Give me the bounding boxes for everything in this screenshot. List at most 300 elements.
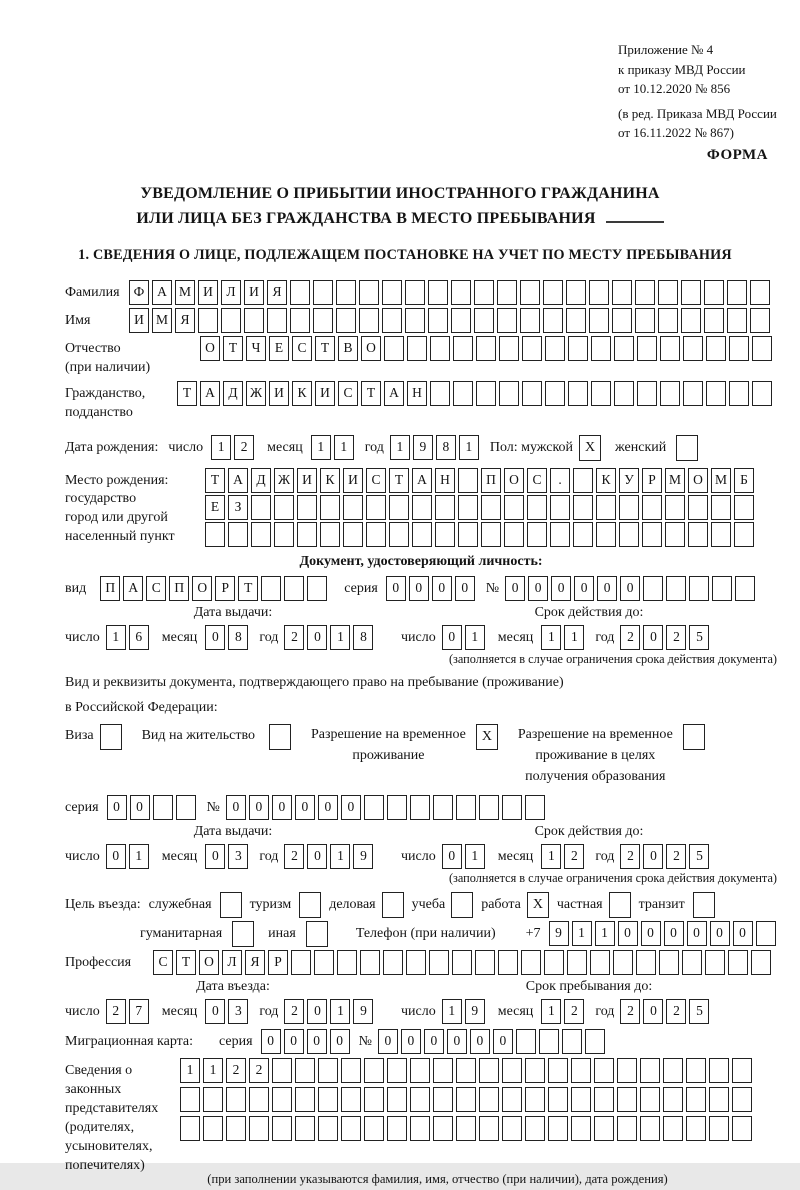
form-cell[interactable]: 0: [447, 1029, 467, 1054]
form-cell[interactable]: [341, 1087, 361, 1112]
form-cell[interactable]: О: [361, 336, 381, 361]
form-cell[interactable]: [320, 522, 340, 547]
form-cell[interactable]: [732, 1087, 752, 1112]
form-cell[interactable]: 0: [401, 1029, 421, 1054]
form-cell[interactable]: Ф: [129, 280, 149, 305]
form-cell[interactable]: [364, 1116, 384, 1141]
form-cell[interactable]: [665, 495, 685, 520]
form-cell[interactable]: 2: [666, 844, 686, 869]
form-cell[interactable]: 0: [470, 1029, 490, 1054]
form-cell[interactable]: [407, 336, 427, 361]
form-cell[interactable]: [571, 1058, 591, 1083]
form-cell[interactable]: [198, 308, 218, 333]
form-cell[interactable]: [525, 1116, 545, 1141]
form-cell[interactable]: [295, 1116, 315, 1141]
form-cell[interactable]: [474, 280, 494, 305]
form-cell[interactable]: 1: [203, 1058, 223, 1083]
form-cell[interactable]: [251, 522, 271, 547]
form-cell[interactable]: [244, 308, 264, 333]
form-cell[interactable]: Т: [223, 336, 243, 361]
form-cell[interactable]: [594, 1116, 614, 1141]
form-cell[interactable]: 2: [284, 625, 304, 650]
form-cell[interactable]: 9: [353, 999, 373, 1024]
form-cell[interactable]: О: [192, 576, 212, 601]
form-cell[interactable]: 1: [330, 625, 350, 650]
form-cell[interactable]: Р: [268, 950, 288, 975]
form-cell[interactable]: Т: [389, 468, 409, 493]
form-cell[interactable]: [284, 576, 304, 601]
form-cell[interactable]: [476, 381, 496, 406]
form-cell[interactable]: [180, 1116, 200, 1141]
form-cell[interactable]: 0: [597, 576, 617, 601]
form-cell[interactable]: [658, 308, 678, 333]
form-cell[interactable]: [481, 495, 501, 520]
form-cell[interactable]: Ч: [246, 336, 266, 361]
form-cell[interactable]: [548, 1087, 568, 1112]
form-cell[interactable]: И: [269, 381, 289, 406]
form-cell[interactable]: [637, 381, 657, 406]
form-cell[interactable]: 0: [664, 921, 684, 946]
form-cell[interactable]: [709, 1087, 729, 1112]
form-cell[interactable]: 1: [564, 625, 584, 650]
form-cell[interactable]: 0: [687, 921, 707, 946]
form-cell[interactable]: [732, 1116, 752, 1141]
form-cell[interactable]: 0: [432, 576, 452, 601]
form-cell[interactable]: 2: [666, 999, 686, 1024]
form-cell[interactable]: [750, 308, 770, 333]
form-cell[interactable]: А: [200, 381, 220, 406]
form-cell[interactable]: С: [292, 336, 312, 361]
purpose-humanitarian-checkbox[interactable]: [232, 921, 254, 947]
form-cell[interactable]: [451, 308, 471, 333]
form-cell[interactable]: К: [320, 468, 340, 493]
form-cell[interactable]: [453, 381, 473, 406]
form-cell[interactable]: [635, 308, 655, 333]
temp-residence-education-checkbox[interactable]: [683, 724, 705, 750]
gender-female-checkbox[interactable]: [676, 435, 698, 461]
form-cell[interactable]: 0: [341, 795, 361, 820]
form-cell[interactable]: [479, 1058, 499, 1083]
form-cell[interactable]: [389, 522, 409, 547]
form-cell[interactable]: А: [228, 468, 248, 493]
form-cell[interactable]: [520, 280, 540, 305]
form-cell[interactable]: 7: [129, 999, 149, 1024]
form-cell[interactable]: [617, 1087, 637, 1112]
form-cell[interactable]: 1: [330, 844, 350, 869]
form-cell[interactable]: [410, 1087, 430, 1112]
form-cell[interactable]: 0: [378, 1029, 398, 1054]
form-cell[interactable]: 1: [465, 625, 485, 650]
form-cell[interactable]: [568, 381, 588, 406]
form-cell[interactable]: 0: [618, 921, 638, 946]
form-cell[interactable]: 1: [541, 999, 561, 1024]
form-cell[interactable]: Т: [205, 468, 225, 493]
form-cell[interactable]: 1: [459, 435, 479, 460]
form-cell[interactable]: [735, 576, 755, 601]
form-cell[interactable]: [221, 308, 241, 333]
form-cell[interactable]: [573, 522, 593, 547]
form-cell[interactable]: [504, 522, 524, 547]
form-cell[interactable]: 8: [228, 625, 248, 650]
form-cell[interactable]: [527, 495, 547, 520]
form-cell[interactable]: [320, 495, 340, 520]
form-cell[interactable]: Т: [315, 336, 335, 361]
form-cell[interactable]: [525, 1087, 545, 1112]
form-cell[interactable]: [706, 381, 726, 406]
form-cell[interactable]: [711, 495, 731, 520]
form-cell[interactable]: [548, 1116, 568, 1141]
form-cell[interactable]: Е: [205, 495, 225, 520]
form-cell[interactable]: [596, 522, 616, 547]
form-cell[interactable]: [591, 381, 611, 406]
form-cell[interactable]: [543, 308, 563, 333]
form-cell[interactable]: [756, 921, 776, 946]
purpose-transit-checkbox[interactable]: [693, 892, 715, 918]
form-cell[interactable]: А: [123, 576, 143, 601]
form-cell[interactable]: [502, 1116, 522, 1141]
form-cell[interactable]: 0: [106, 844, 126, 869]
form-cell[interactable]: 5: [689, 844, 709, 869]
form-cell[interactable]: [712, 576, 732, 601]
form-cell[interactable]: Б: [734, 468, 754, 493]
form-cell[interactable]: С: [146, 576, 166, 601]
form-cell[interactable]: 0: [409, 576, 429, 601]
form-cell[interactable]: [307, 576, 327, 601]
form-cell[interactable]: [290, 280, 310, 305]
form-cell[interactable]: [527, 522, 547, 547]
form-cell[interactable]: [481, 522, 501, 547]
form-cell[interactable]: [614, 336, 634, 361]
form-cell[interactable]: 2: [564, 999, 584, 1024]
form-cell[interactable]: [336, 280, 356, 305]
form-cell[interactable]: [568, 336, 588, 361]
form-cell[interactable]: [522, 381, 542, 406]
form-cell[interactable]: [497, 280, 517, 305]
form-cell[interactable]: 0: [528, 576, 548, 601]
form-cell[interactable]: 2: [106, 999, 126, 1024]
form-cell[interactable]: [274, 522, 294, 547]
form-cell[interactable]: [474, 308, 494, 333]
form-cell[interactable]: [249, 1116, 269, 1141]
form-cell[interactable]: [226, 1116, 246, 1141]
form-cell[interactable]: [343, 522, 363, 547]
form-cell[interactable]: Ж: [274, 468, 294, 493]
form-cell[interactable]: 2: [284, 999, 304, 1024]
form-cell[interactable]: 0: [307, 999, 327, 1024]
form-cell[interactable]: П: [169, 576, 189, 601]
form-cell[interactable]: 1: [129, 844, 149, 869]
form-cell[interactable]: [682, 950, 702, 975]
form-cell[interactable]: З: [228, 495, 248, 520]
form-cell[interactable]: [727, 280, 747, 305]
form-cell[interactable]: [706, 336, 726, 361]
form-cell[interactable]: [663, 1116, 683, 1141]
form-cell[interactable]: 0: [205, 844, 225, 869]
form-cell[interactable]: [612, 308, 632, 333]
form-cell[interactable]: А: [152, 280, 172, 305]
form-cell[interactable]: 0: [643, 844, 663, 869]
form-cell[interactable]: [704, 280, 724, 305]
form-cell[interactable]: 0: [493, 1029, 513, 1054]
form-cell[interactable]: [711, 522, 731, 547]
form-cell[interactable]: [665, 522, 685, 547]
form-cell[interactable]: [545, 336, 565, 361]
form-cell[interactable]: [683, 336, 703, 361]
form-cell[interactable]: [497, 308, 517, 333]
form-cell[interactable]: 0: [284, 1029, 304, 1054]
form-cell[interactable]: 0: [505, 576, 525, 601]
form-cell[interactable]: [727, 308, 747, 333]
form-cell[interactable]: 1: [211, 435, 231, 460]
gender-male-checkbox[interactable]: X: [579, 435, 601, 461]
form-cell[interactable]: 1: [541, 625, 561, 650]
form-cell[interactable]: 0: [318, 795, 338, 820]
form-cell[interactable]: [617, 1058, 637, 1083]
form-cell[interactable]: [502, 1087, 522, 1112]
form-cell[interactable]: О: [688, 468, 708, 493]
form-cell[interactable]: Н: [435, 468, 455, 493]
form-cell[interactable]: [337, 950, 357, 975]
form-cell[interactable]: П: [100, 576, 120, 601]
form-cell[interactable]: [479, 795, 499, 820]
form-cell[interactable]: [619, 495, 639, 520]
form-cell[interactable]: 1: [311, 435, 331, 460]
form-cell[interactable]: [612, 280, 632, 305]
form-cell[interactable]: [640, 1087, 660, 1112]
form-cell[interactable]: [318, 1116, 338, 1141]
form-cell[interactable]: [341, 1116, 361, 1141]
form-cell[interactable]: [430, 381, 450, 406]
form-cell[interactable]: [729, 381, 749, 406]
form-cell[interactable]: С: [338, 381, 358, 406]
form-cell[interactable]: [364, 1087, 384, 1112]
form-cell[interactable]: [502, 795, 522, 820]
form-cell[interactable]: 0: [295, 795, 315, 820]
form-cell[interactable]: [573, 495, 593, 520]
form-cell[interactable]: А: [384, 381, 404, 406]
form-cell[interactable]: 3: [228, 844, 248, 869]
form-cell[interactable]: [272, 1087, 292, 1112]
form-cell[interactable]: М: [665, 468, 685, 493]
form-cell[interactable]: 3: [228, 999, 248, 1024]
form-cell[interactable]: [660, 381, 680, 406]
form-cell[interactable]: [364, 1058, 384, 1083]
form-cell[interactable]: [709, 1058, 729, 1083]
form-cell[interactable]: 2: [234, 435, 254, 460]
form-cell[interactable]: [366, 522, 386, 547]
form-cell[interactable]: [545, 381, 565, 406]
form-cell[interactable]: 0: [574, 576, 594, 601]
form-cell[interactable]: [433, 1058, 453, 1083]
form-cell[interactable]: 0: [442, 625, 462, 650]
form-cell[interactable]: [658, 280, 678, 305]
form-cell[interactable]: [318, 1087, 338, 1112]
form-cell[interactable]: [412, 495, 432, 520]
form-cell[interactable]: [642, 495, 662, 520]
form-cell[interactable]: 0: [261, 1029, 281, 1054]
form-cell[interactable]: Ж: [246, 381, 266, 406]
form-cell[interactable]: [619, 522, 639, 547]
residence-permit-checkbox[interactable]: [269, 724, 291, 750]
form-cell[interactable]: 1: [106, 625, 126, 650]
form-cell[interactable]: [341, 1058, 361, 1083]
form-cell[interactable]: [383, 950, 403, 975]
form-cell[interactable]: [640, 1058, 660, 1083]
form-cell[interactable]: [589, 308, 609, 333]
form-cell[interactable]: [544, 950, 564, 975]
form-cell[interactable]: [734, 495, 754, 520]
form-cell[interactable]: Д: [223, 381, 243, 406]
form-cell[interactable]: [525, 1058, 545, 1083]
form-cell[interactable]: [251, 495, 271, 520]
form-cell[interactable]: [594, 1058, 614, 1083]
form-cell[interactable]: И: [297, 468, 317, 493]
form-cell[interactable]: 1: [465, 844, 485, 869]
form-cell[interactable]: 0: [733, 921, 753, 946]
form-cell[interactable]: [521, 950, 541, 975]
form-cell[interactable]: 1: [334, 435, 354, 460]
form-cell[interactable]: 0: [249, 795, 269, 820]
form-cell[interactable]: [686, 1087, 706, 1112]
purpose-tourism-checkbox[interactable]: [299, 892, 321, 918]
form-cell[interactable]: [364, 795, 384, 820]
form-cell[interactable]: [433, 1116, 453, 1141]
form-cell[interactable]: [666, 576, 686, 601]
form-cell[interactable]: [410, 1058, 430, 1083]
form-cell[interactable]: [562, 1029, 582, 1054]
form-cell[interactable]: [458, 495, 478, 520]
form-cell[interactable]: 9: [549, 921, 569, 946]
form-cell[interactable]: [180, 1087, 200, 1112]
form-cell[interactable]: [499, 336, 519, 361]
form-cell[interactable]: [412, 522, 432, 547]
form-cell[interactable]: [636, 950, 656, 975]
form-cell[interactable]: [705, 950, 725, 975]
form-cell[interactable]: [686, 1116, 706, 1141]
form-cell[interactable]: [688, 522, 708, 547]
form-cell[interactable]: [203, 1116, 223, 1141]
form-cell[interactable]: 0: [307, 844, 327, 869]
form-cell[interactable]: [476, 336, 496, 361]
form-cell[interactable]: [382, 308, 402, 333]
form-cell[interactable]: [613, 950, 633, 975]
form-cell[interactable]: [589, 280, 609, 305]
form-cell[interactable]: [752, 381, 772, 406]
form-cell[interactable]: [205, 522, 225, 547]
form-cell[interactable]: Я: [245, 950, 265, 975]
form-cell[interactable]: [297, 522, 317, 547]
form-cell[interactable]: [635, 280, 655, 305]
form-cell[interactable]: 0: [205, 999, 225, 1024]
form-cell[interactable]: 2: [564, 844, 584, 869]
form-cell[interactable]: [550, 522, 570, 547]
form-cell[interactable]: 1: [595, 921, 615, 946]
form-cell[interactable]: [704, 308, 724, 333]
form-cell[interactable]: 2: [226, 1058, 246, 1083]
form-cell[interactable]: [498, 950, 518, 975]
purpose-other-checkbox[interactable]: [306, 921, 328, 947]
form-cell[interactable]: 1: [442, 999, 462, 1024]
form-cell[interactable]: [318, 1058, 338, 1083]
form-cell[interactable]: [637, 336, 657, 361]
form-cell[interactable]: 0: [710, 921, 730, 946]
form-cell[interactable]: [382, 280, 402, 305]
form-cell[interactable]: 2: [620, 999, 640, 1024]
form-cell[interactable]: 2: [620, 625, 640, 650]
form-cell[interactable]: 0: [643, 625, 663, 650]
form-cell[interactable]: [290, 308, 310, 333]
form-cell[interactable]: [410, 1116, 430, 1141]
form-cell[interactable]: [406, 950, 426, 975]
form-cell[interactable]: 0: [130, 795, 150, 820]
form-cell[interactable]: 5: [689, 625, 709, 650]
form-cell[interactable]: [456, 795, 476, 820]
form-cell[interactable]: 1: [541, 844, 561, 869]
form-cell[interactable]: [590, 950, 610, 975]
form-cell[interactable]: [596, 495, 616, 520]
form-cell[interactable]: [176, 795, 196, 820]
form-cell[interactable]: [291, 950, 311, 975]
form-cell[interactable]: П: [481, 468, 501, 493]
form-cell[interactable]: [272, 1116, 292, 1141]
form-cell[interactable]: [475, 950, 495, 975]
form-cell[interactable]: [502, 1058, 522, 1083]
purpose-business-checkbox[interactable]: [382, 892, 404, 918]
form-cell[interactable]: [429, 950, 449, 975]
form-cell[interactable]: [387, 795, 407, 820]
form-cell[interactable]: Н: [407, 381, 427, 406]
form-cell[interactable]: [640, 1116, 660, 1141]
form-cell[interactable]: 9: [413, 435, 433, 460]
form-cell[interactable]: [504, 495, 524, 520]
form-cell[interactable]: 8: [436, 435, 456, 460]
form-cell[interactable]: О: [200, 336, 220, 361]
form-cell[interactable]: Р: [215, 576, 235, 601]
form-cell[interactable]: [153, 795, 173, 820]
form-cell[interactable]: [249, 1087, 269, 1112]
form-cell[interactable]: 5: [689, 999, 709, 1024]
form-cell[interactable]: [752, 336, 772, 361]
form-cell[interactable]: К: [596, 468, 616, 493]
form-cell[interactable]: [226, 1087, 246, 1112]
form-cell[interactable]: Я: [175, 308, 195, 333]
form-cell[interactable]: 0: [551, 576, 571, 601]
form-cell[interactable]: И: [343, 468, 363, 493]
form-cell[interactable]: Д: [251, 468, 271, 493]
form-cell[interactable]: [617, 1116, 637, 1141]
form-cell[interactable]: [479, 1087, 499, 1112]
form-cell[interactable]: Л: [222, 950, 242, 975]
form-cell[interactable]: [585, 1029, 605, 1054]
form-cell[interactable]: Т: [238, 576, 258, 601]
form-cell[interactable]: .: [550, 468, 570, 493]
form-cell[interactable]: [566, 280, 586, 305]
visa-checkbox[interactable]: [100, 724, 122, 750]
form-cell[interactable]: 0: [455, 576, 475, 601]
form-cell[interactable]: [435, 495, 455, 520]
form-cell[interactable]: [525, 795, 545, 820]
form-cell[interactable]: И: [315, 381, 335, 406]
form-cell[interactable]: [203, 1087, 223, 1112]
form-cell[interactable]: 0: [307, 625, 327, 650]
form-cell[interactable]: [571, 1087, 591, 1112]
form-cell[interactable]: [567, 950, 587, 975]
form-cell[interactable]: Л: [221, 280, 241, 305]
form-cell[interactable]: [458, 522, 478, 547]
form-cell[interactable]: [643, 576, 663, 601]
form-cell[interactable]: 1: [390, 435, 410, 460]
form-cell[interactable]: О: [504, 468, 524, 493]
